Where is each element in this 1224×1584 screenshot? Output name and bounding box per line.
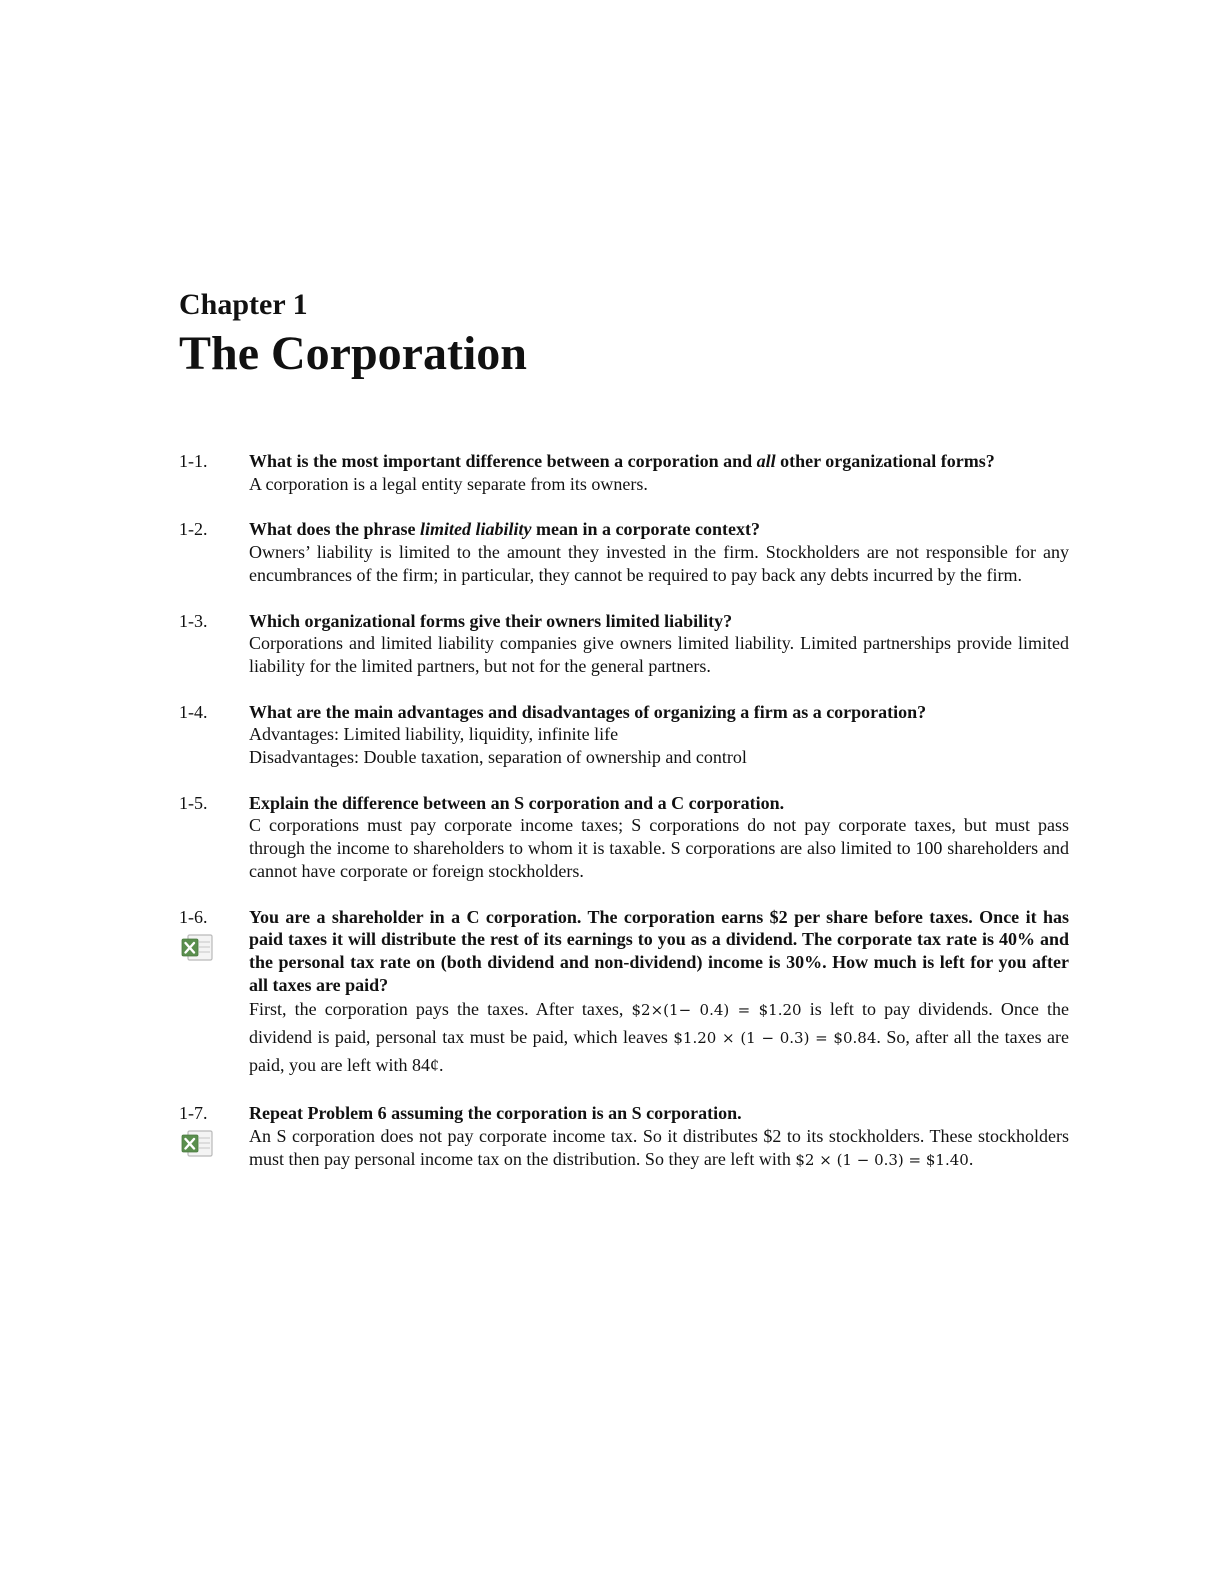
excel-spreadsheet-icon[interactable] bbox=[181, 1130, 213, 1157]
chapter-label: Chapter 1 bbox=[179, 288, 308, 321]
problem-question: You are a shareholder in a C corporation. The corporation earns $2 per share before taxes. Once it has paid taxes it will distribute the rest of its earnings to you as a dividend. The corporate tax rate is 40% and the personal tax rate on (both dividend and non-dividend) income is 30%. How much is left for you after all taxes are paid? bbox=[249, 906, 1069, 995]
problem-answer: A corporation is a legal entity separate from its owners. bbox=[249, 473, 648, 494]
problem-question: Which organizational forms give their owners limited liability? bbox=[249, 610, 733, 631]
problem-question: What are the main advantages and disadvantages of organizing a firm as a corporation? bbox=[249, 701, 927, 722]
problem-1-2 bbox=[179, 518, 1069, 586]
problem-1-1 bbox=[179, 450, 1069, 495]
problem-number: 1-6. bbox=[179, 906, 208, 927]
equation-corporate-tax: $2×(1− 0.4) = $1.20 bbox=[631, 1001, 802, 1020]
excel-spreadsheet-icon[interactable] bbox=[181, 934, 213, 961]
problem-question bbox=[249, 518, 1069, 541]
problem-1-5 bbox=[179, 792, 1069, 883]
question-emphasis: limited liability bbox=[420, 519, 532, 540]
question-text: What does the phrase bbox=[249, 519, 421, 540]
problem-number: 1-3. bbox=[179, 610, 208, 631]
answer-text: First, the corporation pays the taxes. After taxes, bbox=[249, 999, 632, 1020]
answer-text: An S corporation does not pay corporate income tax. So it distributes $2 to its stockholders. These stockholders must then pay personal income tax on the distribution. So they are left with bbox=[249, 1126, 1069, 1169]
answer-text: is left to pay dividends. Once the dividend is paid, personal tax must be paid, which leaves bbox=[249, 999, 1069, 1048]
problem-1-6 bbox=[179, 906, 1069, 1080]
problem-1-7 bbox=[179, 1102, 1069, 1171]
problem-answer-disadvantages: Disadvantages: Double taxation, separation of ownership and control bbox=[249, 747, 747, 768]
problem-answer-advantages: Advantages: Limited liability, liquidity, infinite life bbox=[249, 724, 619, 745]
problem-1-3 bbox=[179, 610, 1069, 678]
problem-question: Explain the difference between an S corporation and a C corporation. bbox=[249, 792, 785, 813]
answer-text: . So, after all the taxes are paid, you are left with 84¢. bbox=[249, 1027, 1069, 1076]
problem-answer bbox=[249, 996, 1069, 1079]
answer-text: . bbox=[968, 1148, 974, 1169]
problem-number: 1-2. bbox=[179, 519, 208, 540]
problem-number: 1-4. bbox=[179, 701, 208, 722]
problem-question: Repeat Problem 6 assuming the corporation is an S corporation. bbox=[249, 1103, 742, 1124]
problem-list bbox=[179, 450, 1069, 1171]
problem-answer: Owners’ liability is limited to the amount they invested in the firm. Stockholders are not responsible for any encumbrances of the firm; in particular, they cannot be required to pay back any debts incurred by the firm. bbox=[249, 542, 1069, 585]
problem-number: 1-7. bbox=[179, 1103, 208, 1124]
problem-question bbox=[249, 450, 1069, 473]
problem-answer bbox=[249, 1125, 1069, 1171]
problem-1-4 bbox=[179, 701, 1069, 769]
problem-number: 1-5. bbox=[179, 792, 208, 813]
equation-personal-tax: $1.20 × (1 − 0.3) = $0.84 bbox=[673, 1029, 877, 1048]
chapter-title: The Corporation bbox=[179, 327, 527, 380]
question-emphasis: all bbox=[756, 451, 776, 471]
problem-number: 1-1. bbox=[179, 451, 208, 471]
equation-s-corp: $2 × (1 − 0.3) = $1.40 bbox=[795, 1150, 969, 1169]
question-text: What is the most important difference between a corporation and bbox=[249, 451, 757, 471]
question-text: mean in a corporate context? bbox=[531, 519, 760, 540]
problem-answer: C corporations must pay corporate income taxes; S corporations do not pay corporate taxes, but must pass through the income to shareholders to whom it is taxable. S corporations are also limited to 100 shareholders and cannot have corporate or foreign stockholders. bbox=[249, 815, 1069, 881]
question-text: other organizational forms? bbox=[775, 451, 995, 471]
problem-answer: Corporations and limited liability companies give owners limited liability. Limited partnerships provide limited liability for the limited partners, but not for the general partners. bbox=[249, 633, 1069, 676]
